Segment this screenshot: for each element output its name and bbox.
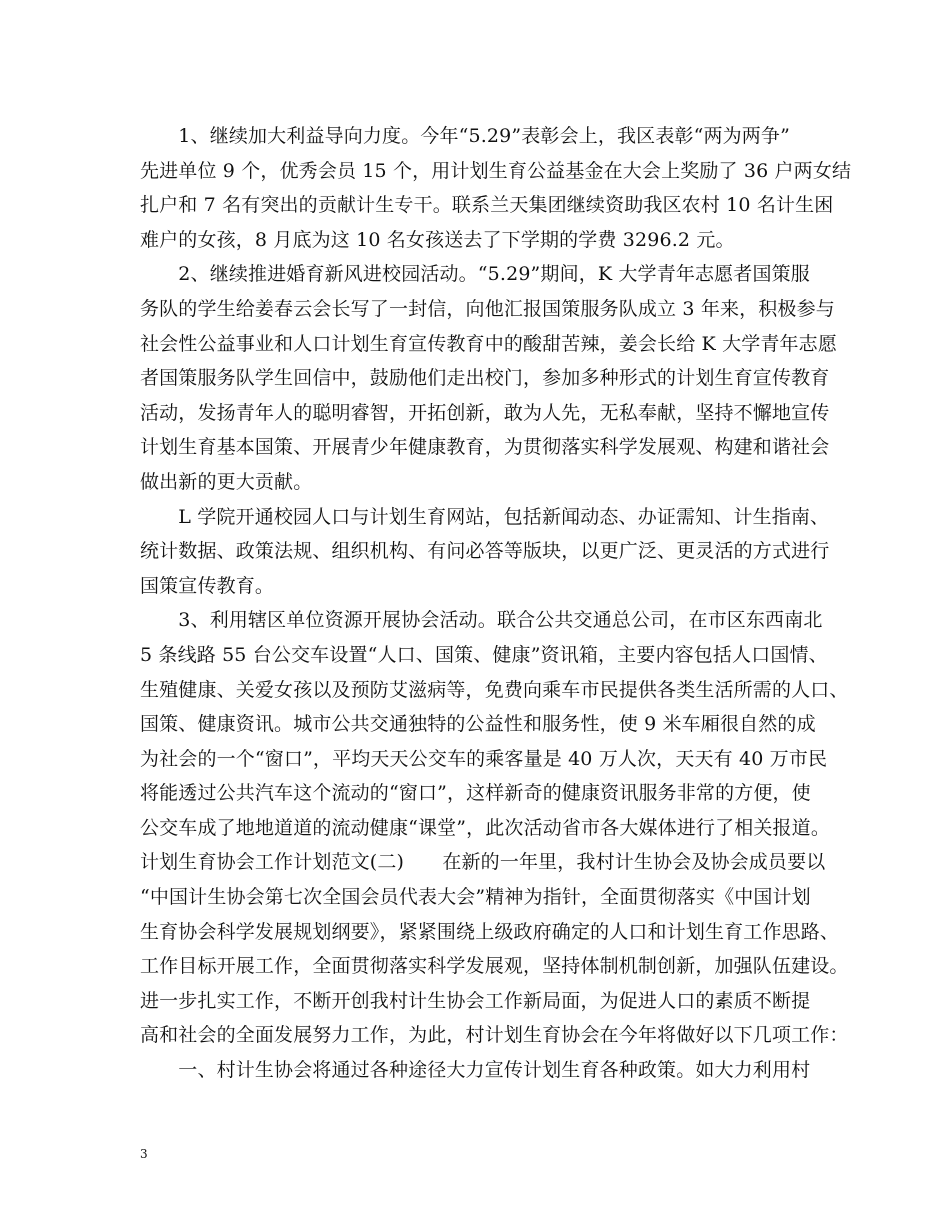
text-line: 1、继续加大利益导向力度。今年“5.29”表彰会上，我区表彰“两为两争”: [140, 125, 790, 147]
text-line: 生育协会科学发展规划纲要》，紧紧围绕上级政府确定的人口和计划生育工作思路、: [140, 920, 840, 943]
text-line: 统计数据、政策法规、组织机构、有问必答等版块，以更广泛、更灵活的方式进行: [140, 540, 830, 563]
text-line: 5 条线路 55 台公交车设置“人口、国策、健康”资讯箱，主要内容包括人口国情、: [140, 643, 828, 666]
text-line: 国策、健康资讯。城市公共交通独特的公益性和服务性，使 9 米车厢很自然的成: [140, 713, 816, 736]
text-line: “中国计生协会第七次全国会员代表大会”精神为指针，全面贯彻落实《中国计划: [140, 886, 811, 909]
text-line: 社会性公益事业和人口计划生育宣传教育中的酸甜苦辣，姜会长给 K 大学青年志愿: [140, 332, 837, 355]
text-line: 工作目标开展工作，全面贯彻落实科学发展观，坚持体制机制创新，加强队伍建设。: [140, 955, 849, 978]
text-line: L 学院开通校园人口与计划生育网站，包括新闻动态、办证需知、计生指南、: [140, 505, 830, 528]
text-line: 者国策服务队学生回信中，鼓励他们走出校门，参加多种形式的计划生育宣传教育: [140, 367, 830, 390]
text-line: 3、利用辖区单位资源开展协会活动。联合公共交通总公司，在市区东西南北: [140, 609, 823, 632]
text-line: 先进单位 9 个，优秀会员 15 个，用计划生育公益基金在大会上奖励了 36 户两女结: [140, 159, 852, 182]
text-line: 2、继续推进婚育新风进校园活动。“5.29”期间，K 大学青年志愿者国策服: [140, 263, 810, 286]
text-line: 计划生育协会工作计划范文(二) 在新的一年里，我村计生协会及协会成员要以: [140, 851, 826, 874]
text-line: 为社会的一个“窗口”，平均天天公交车的乘客量是 40 万人次，天天有 40 万市民: [140, 747, 828, 770]
text-line: 扎户和 7 名有突出的贡献计生专干。联系兰天集团继续资助我区农村 10 名计生困: [140, 194, 834, 217]
text-line: 将能透过公共汽车这个流动的“窗口”，这样新奇的健康资讯服务非常的方便，使: [140, 782, 811, 805]
page-number: 3: [140, 1147, 148, 1161]
text-line: 计划生育基本国策、开展青少年健康教育，为贯彻落实科学发展观、构建和谐社会: [140, 436, 830, 459]
text-line: 活动，发扬青年人的聪明睿智，开拓创新，敢为人先，无私奉献，坚持不懈地宣传: [140, 401, 830, 424]
text-line: 一、村计生协会将通过各种途径大力宣传计划生育各种政策。如大力利用村: [140, 1059, 811, 1082]
body-text: [140, 119, 852, 1088]
text-line: 生殖健康、关爱女孩以及预防艾滋病等，免费向乘车市民提供各类生活所需的人口、: [140, 678, 849, 701]
text-line: 国策宣传教育。: [140, 574, 275, 597]
text-line: 高和社会的全面发展努力工作，为此，村计划生育协会在今年将做好以下几项工作：: [140, 1024, 849, 1047]
text-line: 难户的女孩，8 月底为这 10 名女孩送去了下学期的学费 3296.2 元。: [140, 228, 735, 251]
text-line: 公交车成了地地道道的流动健康“课堂”，此次活动省市各大媒体进行了相关报道。: [140, 816, 830, 839]
text-line: 进一步扎实工作，不断开创我村计生协会工作新局面，为促进人口的素质不断提: [140, 989, 811, 1012]
text-line: 做出新的更大贡献。: [140, 470, 313, 493]
text-line: 务队的学生给姜春云会长写了一封信，向他汇报国策服务队成立 3 年来，积极参与: [140, 297, 835, 320]
